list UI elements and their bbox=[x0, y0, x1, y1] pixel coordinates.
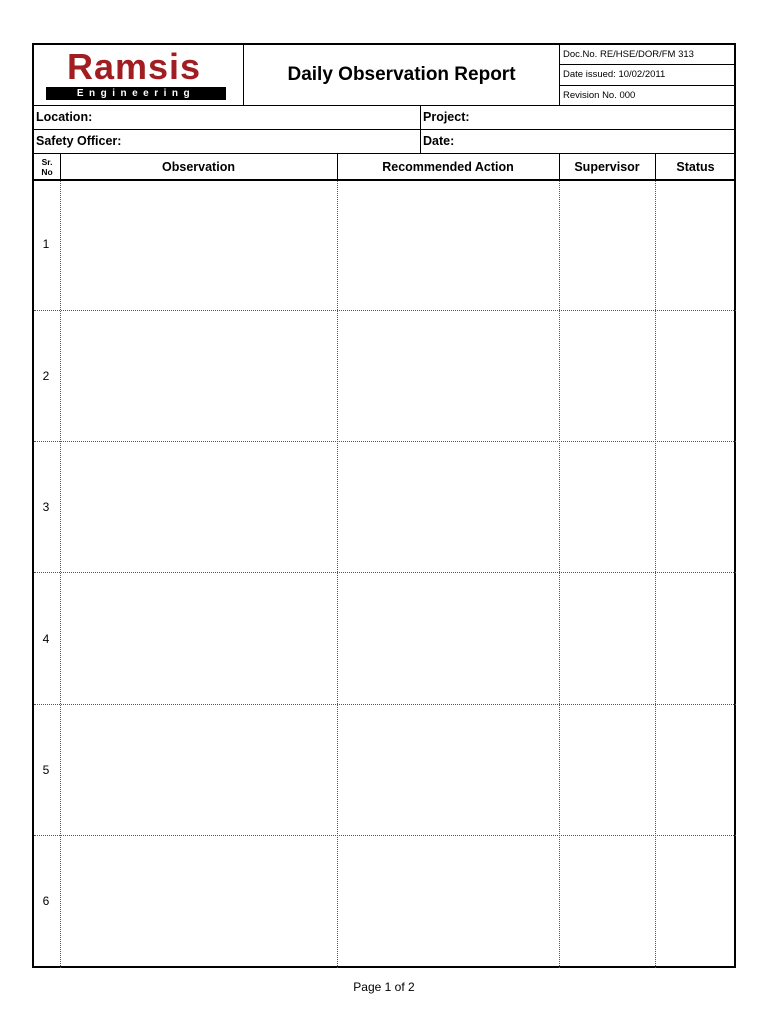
location-label: Location: bbox=[36, 110, 93, 124]
report-title: Daily Observation Report bbox=[287, 64, 516, 85]
company-logo bbox=[34, 45, 244, 105]
row-number: 3 bbox=[42, 500, 50, 514]
revision-number: Revision No. 000 bbox=[563, 90, 636, 101]
column-header-observation: Observation bbox=[162, 160, 235, 174]
report-form bbox=[32, 43, 736, 968]
row-number: 5 bbox=[42, 763, 50, 777]
column-header-recommended-action: Recommended Action bbox=[382, 160, 514, 174]
date-issued: Date issued: 10/02/2011 bbox=[563, 69, 666, 80]
column-header-supervisor: Supervisor bbox=[574, 160, 640, 174]
doc-number: Doc.No. RE/HSE/DOR/FM 313 bbox=[563, 49, 694, 60]
date-label: Date: bbox=[423, 134, 455, 148]
row-number: 2 bbox=[42, 369, 50, 383]
safety-officer-label: Safety Officer: bbox=[36, 134, 122, 148]
project-label: Project: bbox=[423, 110, 470, 124]
row-number: 4 bbox=[42, 632, 50, 646]
column-header-status: Status bbox=[676, 160, 715, 174]
column-header-sr-no: Sr. No bbox=[41, 157, 53, 177]
logo-tagline: Engineering bbox=[46, 87, 226, 100]
row-number: 1 bbox=[42, 237, 50, 251]
logo-name: Ramsis bbox=[66, 46, 202, 87]
row-number: 6 bbox=[42, 894, 50, 908]
page-number: Page 1 of 2 bbox=[353, 980, 415, 994]
